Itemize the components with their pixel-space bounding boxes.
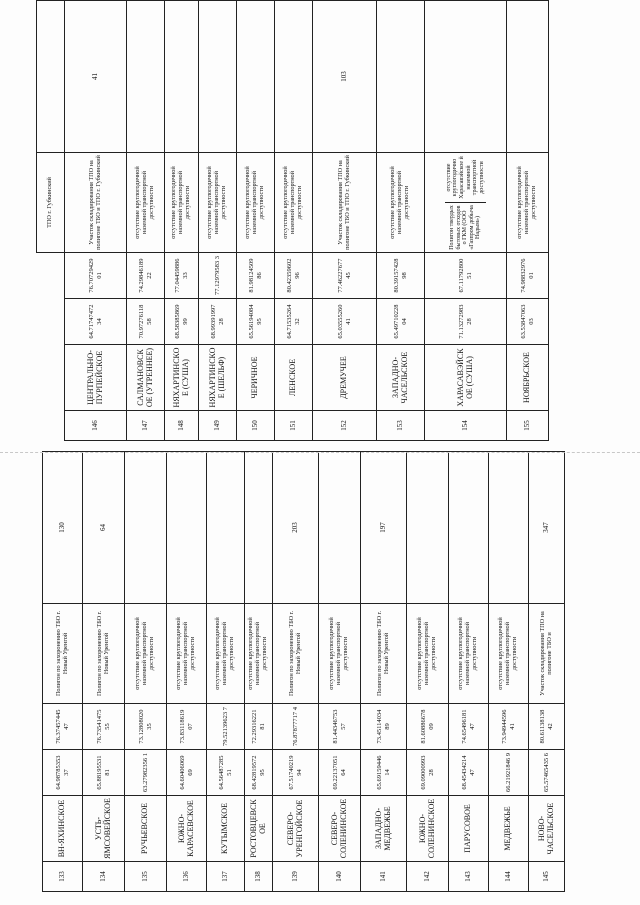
deposit-name-cell: НЯХАРТИНСКОЕ (ШЕЛЬФ) <box>199 345 237 411</box>
deposit-name-cell: ПАРУСОВОЕ <box>449 796 489 862</box>
deposit-name-cell: НОЯБРЬСКОЕ <box>507 345 549 411</box>
row-number-cell: 138 <box>245 862 273 892</box>
distance-cell <box>165 1 199 153</box>
latitude-cell: 70.97276118 58 <box>127 299 165 345</box>
table-row <box>425 1 507 441</box>
blank-cell <box>37 253 65 441</box>
row-number-cell: 137 <box>207 862 245 892</box>
latitude-cell: 65.49710228 04 <box>377 299 425 345</box>
destination-cell: Полигон по захоронению ТБО г. Новый Уренгой <box>273 604 319 704</box>
deposit-name-cell: РУЧЬЕВСКОЕ <box>125 796 167 862</box>
table-lower-rotated <box>42 452 564 892</box>
destination-cell: Полигон по захоронению ТБО г. Новый Уренгой <box>361 604 407 704</box>
distance-cell: 347 <box>529 452 565 604</box>
destination-cell: отсутствие круглогодичной наземной транспортной доступности <box>449 604 489 704</box>
distance-cell <box>207 452 245 604</box>
deposit-name-cell: КУТЫМСКОЕ <box>207 796 245 862</box>
longitude-cell: 76.87877717 4 <box>273 704 319 750</box>
destination-subtable <box>445 153 487 252</box>
deposit-name-cell: МЕДВЕЖЬЕ <box>489 796 529 862</box>
longitude-cell: 73.83118619 07 <box>167 704 207 750</box>
row-number-cell: 140 <box>319 862 361 892</box>
page-fold-divider <box>0 452 640 454</box>
row-number-cell: 154 <box>425 411 507 441</box>
destination-cell: отсутствие круглогодичной наземной транспортной доступности <box>127 153 165 253</box>
longitude-cell: 76.37457445 47 <box>43 704 83 750</box>
latitude-cell: 65.03555260 41 <box>313 299 377 345</box>
table-row <box>43 452 83 892</box>
distance-cell <box>167 452 207 604</box>
latitude-cell: 68.45434214 47 <box>449 750 489 796</box>
distance-cell: 64 <box>83 452 125 604</box>
latitude-cell: 65.69159446 14 <box>361 750 407 796</box>
row-number-cell: 146 <box>65 411 127 441</box>
table-row <box>407 452 449 892</box>
longitude-cell: 77.46227677 45 <box>313 253 377 299</box>
destination-cell: отсутствие круглогодичной наземной транспортной доступности <box>167 604 207 704</box>
destination-cell: отсутствие круглогодичной наземной транспортной доступности <box>377 153 425 253</box>
deposit-name-cell: ВН-ЯХИНСКОЕ <box>43 796 83 862</box>
row-number-cell: 141 <box>361 862 407 892</box>
longitude-cell: 80.39157428 98 <box>377 253 425 299</box>
latitude-cell: 67.51740219 94 <box>273 750 319 796</box>
row-number-cell: 133 <box>43 862 83 892</box>
table-row <box>199 1 237 441</box>
deposit-name-cell: ЛЕНСКОЕ <box>275 345 313 411</box>
distance-cell <box>319 452 361 604</box>
latitude-cell: 64.71747472 34 <box>65 299 127 345</box>
row-number-cell: 136 <box>167 862 207 892</box>
longitude-cell: 76.70729429 01 <box>65 253 127 299</box>
table-row <box>319 452 361 892</box>
latitude-cell: 64.60406069 69 <box>167 750 207 796</box>
deposit-name-cell: НОВО-ЧАСЕЛЬСКОЕ <box>529 796 565 862</box>
destination-cell: Участок складирования ТПО на полигоне ТБО и <box>529 604 565 704</box>
distance-cell: 203 <box>273 452 319 604</box>
table-row <box>489 452 529 892</box>
table-row <box>125 452 167 892</box>
deposit-name-cell: ЮЖНО-КАРАСЕВСКОЕ <box>167 796 207 862</box>
table-row <box>273 452 319 892</box>
deposit-name-cell: ЗАПАДНО-ЧАСЕЛЬСКОЕ <box>377 345 425 411</box>
distance-cell <box>489 452 529 604</box>
destination-landfill-cell: Полигон твердых бытовых отходов о ГКМ (ООО «Газпром добыча Надым») <box>449 205 482 250</box>
table-row <box>529 452 565 892</box>
longitude-cell: 74.65496181 47 <box>449 704 489 750</box>
longitude-cell: 73.45114034 89 <box>361 704 407 750</box>
deposit-name-cell: ХАРАСАВЭЙСКОЕ (СУША) <box>425 345 507 411</box>
longitude-cell: 72.29316221 81 <box>245 704 273 750</box>
row-number-cell: 134 <box>83 862 125 892</box>
latitude-cell: 64.56487285 51 <box>207 750 245 796</box>
destination-cell: отсутствие круглогодичной наземной транспортной доступности <box>507 153 549 253</box>
table-row <box>207 452 245 892</box>
latitude-cell: 69.22137051 64 <box>319 750 361 796</box>
row-number-cell: 147 <box>127 411 165 441</box>
latitude-cell: 65.57465435 6 <box>529 750 565 796</box>
destination-cell: отсутствие круглогодичной наземной транспортной доступности <box>275 153 313 253</box>
distance-cell <box>507 1 549 153</box>
row-number-cell: 153 <box>377 411 425 441</box>
deposit-name-cell: ЗАПАДНО-МЕДВЕЖЬЕ <box>361 796 407 862</box>
latitude-cell: 63.53847063 03 <box>507 299 549 345</box>
header-dist-cell <box>37 1 65 153</box>
destination-note-cell: отсутствие круглогодично Харасавэйское й наземной транспортной доступности <box>445 153 487 203</box>
row-number-cell: 152 <box>313 411 377 441</box>
distance-cell <box>199 1 237 153</box>
row-number-cell: 145 <box>529 862 565 892</box>
distance-cell <box>407 452 449 604</box>
latitude-cell: 66.21921846 9 <box>489 750 529 796</box>
longitude-cell: 80.61138138 42 <box>529 704 565 750</box>
table-row <box>237 1 275 441</box>
row-number-cell: 142 <box>407 862 449 892</box>
row-number-cell: 148 <box>165 411 199 441</box>
table-row <box>507 1 549 441</box>
table-row <box>127 1 165 441</box>
destination-cell: отсутствие круглогодичной наземной транспортной доступности <box>165 153 199 253</box>
distance-cell <box>377 1 425 153</box>
longitude-cell: 73.94944596 41 <box>489 704 529 750</box>
destination-cell: отсутствие круглогодичной наземной транспортной доступности <box>237 153 275 253</box>
table-row <box>167 452 207 892</box>
table-row <box>245 452 273 892</box>
deposit-name-cell: УСТЬ-ЯМСОВЕЙСКОЕ <box>83 796 125 862</box>
deposits-table-b <box>36 0 549 441</box>
destination-split-cell <box>425 153 507 253</box>
latitude-cell: 71.13272983 28 <box>425 299 507 345</box>
row-number-cell: 139 <box>273 862 319 892</box>
longitude-cell: 80.42359602 96 <box>275 253 313 299</box>
latitude-cell: 65.56194084 95 <box>237 299 275 345</box>
table-row <box>313 1 377 441</box>
destination-cell: отсутствие круглогодичной наземной транспортной доступности <box>199 153 237 253</box>
table-row <box>449 452 489 892</box>
latitude-cell: 68.42819572 95 <box>245 750 273 796</box>
header-dest-cell: ТПО г. Губкинский <box>37 153 65 253</box>
longitude-cell: 73.12808020 35 <box>125 704 167 750</box>
deposits-table-a <box>42 451 565 892</box>
table-upper-rotated <box>36 1 600 441</box>
table-header-row <box>37 1 65 441</box>
deposit-name-cell: РОСТОВЦЕВСКОЕ <box>245 796 273 862</box>
longitude-cell: 74.29846189 22 <box>127 253 165 299</box>
distance-cell <box>245 452 273 604</box>
destination-cell: отсутствие круглогодичной наземной транспортной доступности <box>319 604 361 704</box>
longitude-cell: 76.73541475 55 <box>83 704 125 750</box>
distance-cell <box>449 452 489 604</box>
distance-cell: 130 <box>43 452 83 604</box>
table-row <box>275 1 313 441</box>
table-row <box>165 1 199 441</box>
row-number-cell: 143 <box>449 862 489 892</box>
distance-cell <box>275 1 313 153</box>
row-number-cell: 144 <box>489 862 529 892</box>
deposit-name-cell: ЧЕРИЧНОЕ <box>237 345 275 411</box>
longitude-cell: 79.52139623 7 <box>207 704 245 750</box>
distance-cell: 41 <box>65 1 127 153</box>
deposit-name-cell: ДРЕМУЧЕЕ <box>313 345 377 411</box>
latitude-cell: 65.88195531 81 <box>83 750 125 796</box>
latitude-cell: 68.99391997 28 <box>199 299 237 345</box>
destination-cell: Полигон по захоронению ТБО г. Новый Уренгой <box>43 604 83 704</box>
distance-cell: 103 <box>313 1 377 153</box>
distance-cell <box>425 1 507 153</box>
longitude-cell: 74.98832976 01 <box>507 253 549 299</box>
longitude-cell: 67.11792800 51 <box>425 253 507 299</box>
destination-cell: отсутствие круглогодичной наземной транспортной доступности <box>407 604 449 704</box>
longitude-cell: 81.98124509 86 <box>237 253 275 299</box>
deposit-name-cell: СЕВЕРО-УРЕНГОЙСКОЕ <box>273 796 319 862</box>
destination-cell: отсутствие круглогодичной наземной транспортной доступности <box>489 604 529 704</box>
deposit-name-cell: НЯХАРТИНСКОЕ (СУША) <box>165 345 199 411</box>
distance-cell <box>237 1 275 153</box>
destination-cell: Полигон по захоронению ТБО г. Новый Уренгой <box>83 604 125 704</box>
table-row <box>65 1 127 441</box>
deposit-name-cell: САЛМАНОВСКОЕ (УТРЕННЕЕ) <box>127 345 165 411</box>
destination-cell: отсутствие круглогодичной наземной транспортной доступности <box>245 604 273 704</box>
destination-cell: Участок складирования ТПО на полигоне ТБО и ТПО г. Губкинский <box>65 153 127 253</box>
row-number-cell: 150 <box>237 411 275 441</box>
latitude-cell: 64.71535264 32 <box>275 299 313 345</box>
row-number-cell: 135 <box>125 862 167 892</box>
longitude-cell: 77.04459886 33 <box>165 253 199 299</box>
destination-cell: Участок складирования ТПО на полигоне ТБО и ТПО г. Губкинский <box>313 153 377 253</box>
deposit-name-cell: СЕВЕРО-СОЛЕНИНСКОЕ <box>319 796 361 862</box>
table-row <box>83 452 125 892</box>
row-number-cell: 155 <box>507 411 549 441</box>
row-number-cell: 151 <box>275 411 313 441</box>
longitude-cell: 81.44346753 57 <box>319 704 361 750</box>
latitude-cell: 69.09000993 28 <box>407 750 449 796</box>
latitude-cell: 68.58385869 99 <box>165 299 199 345</box>
deposit-name-cell: ЦЕНТРАЛЬНО-ПУРПЕЙСКОЕ <box>65 345 127 411</box>
row-number-cell: 149 <box>199 411 237 441</box>
longitude-cell: 81.60886678 09 <box>407 704 449 750</box>
destination-cell: отсутствие круглогодичной наземной транспортной доступности <box>207 604 245 704</box>
latitude-cell: 63.27982356 1 <box>125 750 167 796</box>
distance-cell: 197 <box>361 452 407 604</box>
distance-cell <box>125 452 167 604</box>
latitude-cell: 64.98785353 37 <box>43 750 83 796</box>
longitude-cell: 77.12979583 3 <box>199 253 237 299</box>
destination-cell: отсутствие круглогодичной наземной транспортной доступности <box>125 604 167 704</box>
distance-cell <box>127 1 165 153</box>
table-row <box>361 452 407 892</box>
table-row <box>377 1 425 441</box>
deposit-name-cell: ЮЖНО-СОЛЕНИНСКОЕ <box>407 796 449 862</box>
